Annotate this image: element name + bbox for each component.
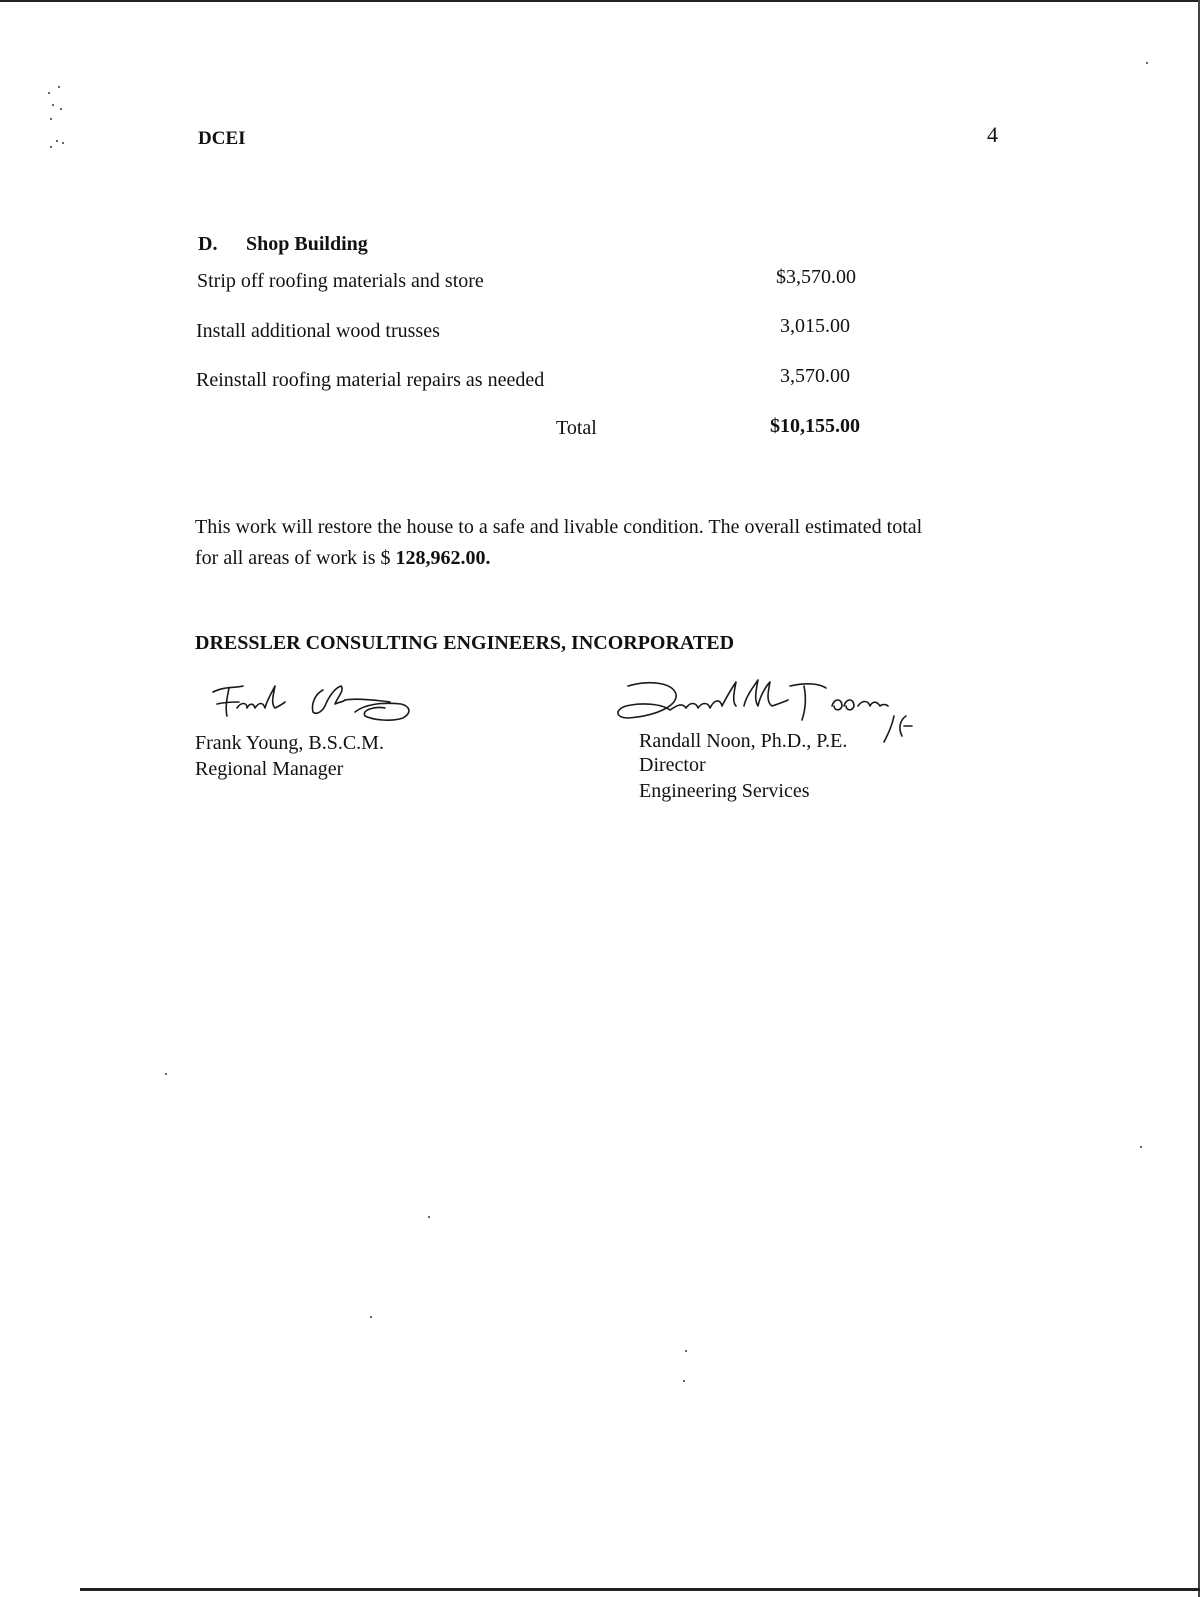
scan-edge-bottom xyxy=(80,1588,1200,1591)
signatory-title: Regional Manager xyxy=(195,758,344,780)
scan-edge-top xyxy=(0,0,1200,2)
section-title: Shop Building xyxy=(246,233,368,255)
signatory-department: Engineering Services xyxy=(639,780,810,802)
item-amount: $3,570.00 xyxy=(776,266,856,288)
item-description: Reinstall roofing material repairs as needed xyxy=(196,369,545,391)
overall-total-amount: 128,962.00. xyxy=(395,547,491,569)
signatory-title: Director xyxy=(639,754,706,776)
item-description: Strip off roofing materials and store xyxy=(197,270,484,292)
summary-line-2 xyxy=(195,546,491,570)
page-number: 4 xyxy=(987,122,998,147)
header-org-abbrev: DCEI xyxy=(198,128,246,149)
signatory-name: Frank Young, B.S.C.M. xyxy=(195,732,384,754)
summary-line-2-text: for all areas of work is $ xyxy=(195,547,396,569)
total-label: Total xyxy=(556,417,597,439)
item-description: Install additional wood trusses xyxy=(196,320,440,342)
company-name: DRESSLER CONSULTING ENGINEERS, INCORPORATED xyxy=(195,632,735,654)
signatory-name: Randall Noon, Ph.D., P.E. xyxy=(639,730,848,752)
summary-line-1: This work will restore the house to a safe and livable condition. The overall estimated total xyxy=(195,516,923,538)
item-amount: 3,570.00 xyxy=(780,365,850,387)
item-amount: 3,015.00 xyxy=(780,315,850,337)
total-amount: $10,155.00 xyxy=(770,415,860,437)
section-letter: D. xyxy=(198,233,218,255)
